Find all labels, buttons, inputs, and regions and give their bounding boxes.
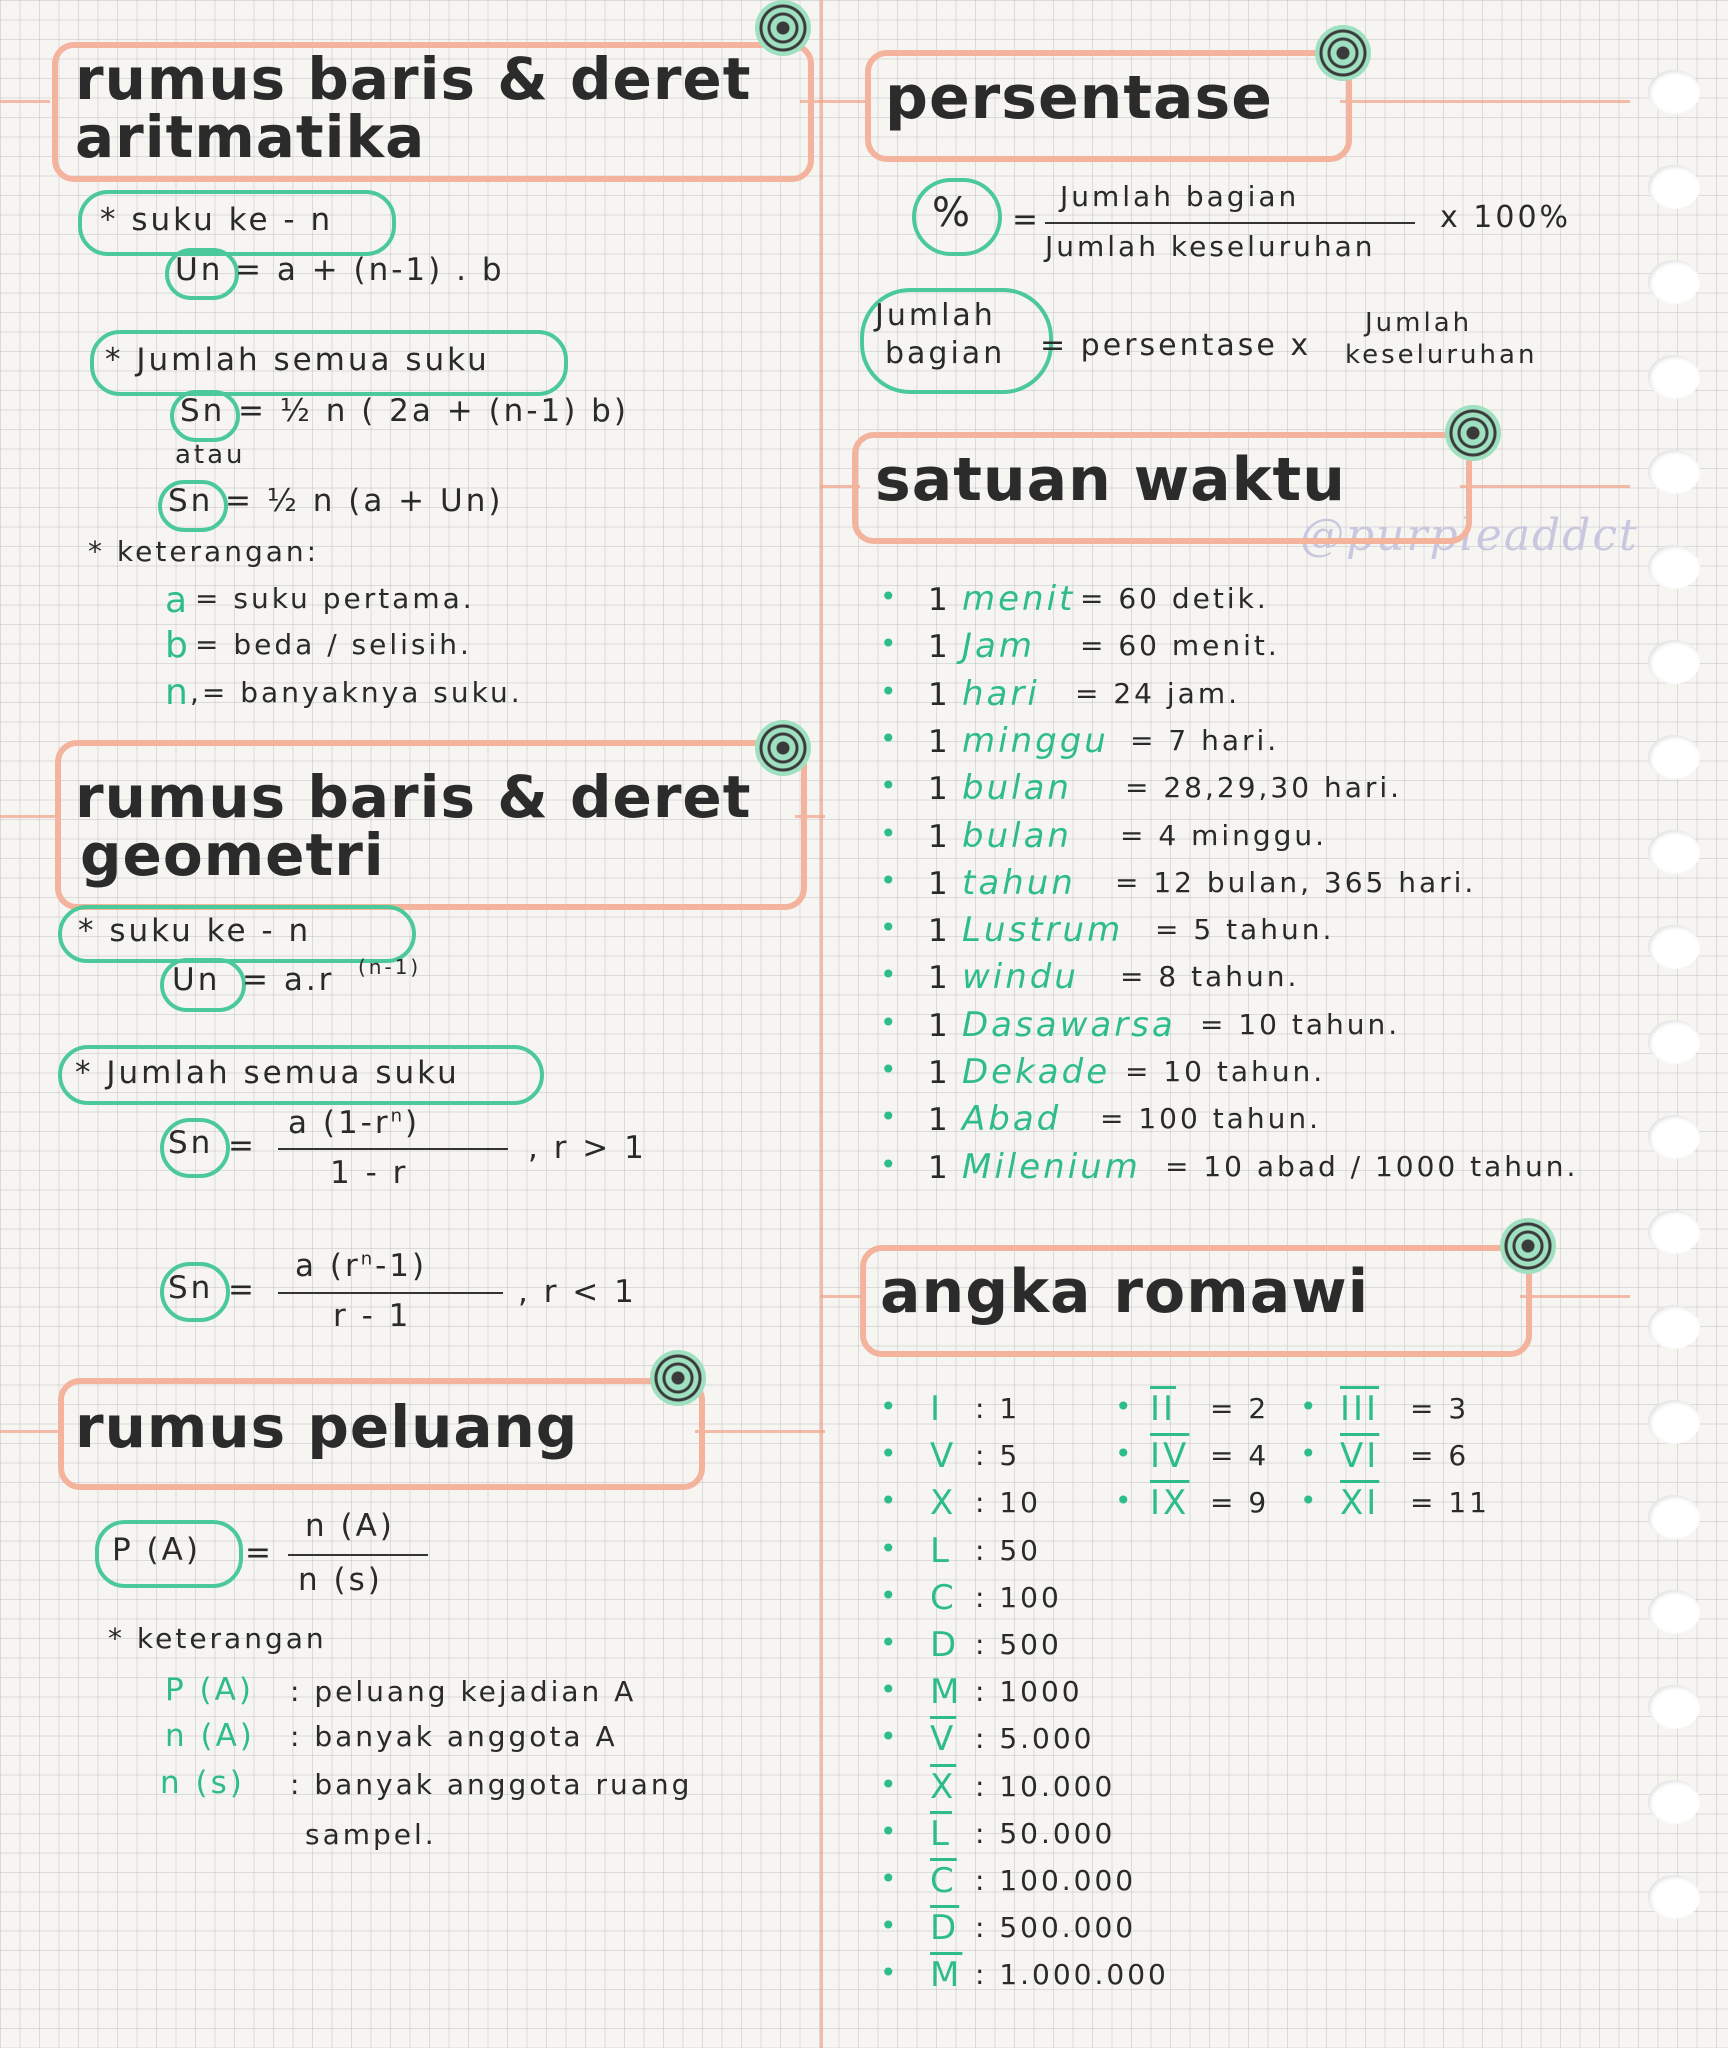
equals: = [228,1272,257,1308]
roman-value: : 50.000 [975,1816,1116,1850]
num-end: ) [405,1105,421,1141]
term: Sn [168,1270,214,1306]
unit-count: 1 [928,913,951,950]
term: Sn [168,483,214,519]
roman-symbol: $\overline{D}$ [930,1908,960,1949]
section-title: satuan waktu [875,445,1346,515]
term: Sn [180,393,226,429]
divider-h [1340,100,1630,103]
unit-count: 1 [928,818,951,855]
roman-symbol: V [930,1436,957,1477]
roman-value: = 11 [1410,1486,1490,1520]
roman-symbol: L [930,1530,952,1571]
bullet: • [880,1147,897,1181]
legend-symbol: b [165,625,191,666]
roman-symbol: $\overline{IX}$ [1150,1483,1190,1524]
bullet: • [880,911,897,945]
unit-value: = 5 tahun. [1155,913,1335,947]
legend-desc-cont: sampel. [305,1818,437,1851]
term: Un [175,252,224,288]
binder-hole [1648,450,1700,494]
roman-symbol: $\overline{L}$ [930,1813,952,1854]
bullet: • [880,580,897,613]
binder-hole [1648,355,1700,399]
roman-value: : 1 [975,1392,1021,1425]
bullet: • [880,1720,897,1754]
binder-hole [1648,1400,1700,1444]
rose-icon [1500,1218,1556,1274]
bullet: • [880,1053,897,1086]
unit-value: = 100 tahun. [1100,1102,1321,1136]
term: Jumlah [875,298,996,333]
fraction-bar [288,1554,428,1556]
unit-value: = 7 hari. [1130,723,1280,757]
unit-value: = 24 jam. [1075,676,1241,710]
legend-desc: = beda / selisih. [195,628,472,661]
roman-value: = 3 [1410,1392,1470,1425]
legend-symbol: a [165,580,191,621]
binder-hole [1648,70,1700,114]
unit-count: 1 [928,582,951,618]
bullet: • [880,1100,897,1134]
bullet: • [1115,1390,1132,1423]
bullet: • [880,1862,897,1895]
num-end: -1) [375,1248,428,1284]
unit-name: menit [962,579,1076,619]
bullet: • [880,1531,897,1565]
bullet: • [880,627,897,661]
unit-count: 1 [928,629,951,666]
legend-desc: : peluang kejadian A [290,1675,637,1708]
bullet: • [880,1437,897,1471]
unit-value: = 4 minggu. [1120,818,1328,852]
roman-value: : 10 [975,1486,1041,1520]
roman-symbol: C [930,1577,957,1618]
num-text: a (1-r [288,1105,391,1141]
bullet: • [880,1626,897,1659]
roman-value: : 50 [975,1533,1041,1567]
section-title: persentase [885,63,1273,133]
num-text: a (r [295,1248,361,1284]
roman-symbol: $\overline{C}$ [930,1861,957,1901]
bullet: • [1300,1390,1317,1423]
keterangan-label: * keterangan: [88,535,320,568]
binder-hole [1648,545,1700,589]
divider-h [1460,485,1630,488]
roman-value: : 100.000 [975,1864,1137,1897]
roman-symbol: M [930,1672,963,1713]
rose-icon [1315,25,1371,81]
divider-h [820,1295,860,1298]
section-title: geometri [80,821,385,889]
unit-count: 1 [928,960,951,997]
bullet: • [1300,1437,1317,1471]
bullet: • [880,721,897,755]
rose-icon [1445,405,1501,461]
bullet: • [880,958,897,992]
legend-symbol: P (A) [165,1672,254,1708]
num-exp: n [360,1248,376,1270]
unit-name: Milenium [962,1146,1141,1187]
roman-value: : 1.000.000 [975,1958,1169,1992]
unit-name: bulan [962,815,1072,856]
condition: , r > 1 [528,1130,647,1166]
equals: = [228,1128,257,1164]
condition: , r < 1 [518,1274,637,1310]
num-exp: n [390,1105,406,1127]
legend-symbol: n (A) [165,1718,255,1754]
unit-name: Lustrum [962,910,1124,951]
formula: = ½ n (a + Un) [225,483,504,519]
divider-h [0,815,60,818]
bullet: • [880,863,897,897]
term: bagian [885,336,1006,371]
roman-value: : 100 [975,1580,1062,1614]
rose-icon [755,720,811,776]
exponent: (n-1) [358,955,422,979]
binder-hole [1648,640,1700,684]
unit-name: minggu [962,720,1109,761]
binder-hole [1648,925,1700,969]
watermark: @purpleaddct [1300,510,1639,561]
fraction-denominator: Jumlah keseluruhan [1045,230,1376,263]
binder-hole [1648,1305,1700,1349]
page-divider [820,0,823,2048]
formula: = a.r [242,962,335,998]
unit-name: tahun [962,862,1076,903]
roman-value: : 1000 [975,1675,1083,1709]
bullet: • [880,1767,897,1801]
percent-symbol: % [932,190,974,236]
binder-hole [1648,165,1700,209]
unit-count: 1 [928,865,951,902]
roman-symbol: D [930,1625,960,1665]
roman-value: : 5.000 [975,1722,1095,1756]
bullet: • [1300,1484,1317,1518]
roman-value: = 2 [1210,1392,1270,1425]
legend-desc: : banyak anggota A [290,1720,618,1753]
roman-value: = 4 [1210,1439,1270,1473]
bullet: • [880,1484,897,1518]
binder-hole [1648,1590,1700,1634]
roman-value: = 9 [1210,1486,1270,1520]
unit-count: 1 [928,1055,951,1091]
unit-name: bulan [962,768,1072,809]
unit-value: = 10 tahun. [1125,1055,1326,1088]
roman-value: : 10.000 [975,1769,1116,1803]
roman-symbol: $\overline{IV}$ [1150,1436,1190,1477]
roman-value: : 500.000 [975,1911,1137,1945]
fraction-bar [278,1148,508,1150]
unit-value: = 60 detik. [1080,582,1269,615]
unit-value: = 60 menit. [1080,629,1280,663]
roman-symbol: $\overline{II}$ [1150,1389,1177,1429]
bullet: • [880,1814,897,1848]
section-title: angka romawi [880,1257,1370,1327]
equals: = [1012,202,1041,238]
roman-value: : 5 [975,1439,1021,1473]
fraction-bar [1045,222,1415,224]
bullet: • [880,816,897,850]
roman-symbol: X [930,1483,957,1524]
unit-value: = 10 tahun. [1200,1007,1401,1041]
binder-hole [1648,1875,1700,1919]
binder-hole [1648,1495,1700,1539]
divider-h [0,1430,60,1433]
roman-value: : 500 [975,1628,1062,1661]
bullet: • [1115,1437,1132,1471]
formula: = a + (n-1) . b [235,252,505,288]
rose-icon [650,1350,706,1406]
fraction-denominator: 1 - r [330,1155,409,1191]
multiplier: x 100% [1440,200,1572,235]
legend-symbol: n (s) [160,1765,245,1801]
fraction-numerator [295,1248,427,1284]
bullet: • [880,769,897,803]
section-title: aritmatika [75,103,426,171]
fraction-numerator [288,1105,420,1141]
legend-desc: ,= banyaknya suku. [190,676,523,709]
bullet: • [1115,1484,1132,1518]
roman-symbol: $\overline{XI}$ [1340,1483,1380,1524]
formula-top: Jumlah [1365,308,1473,338]
unit-count: 1 [928,771,951,808]
divider-h [695,1430,825,1433]
subheading: * suku ke - n [100,202,334,238]
unit-name: Dasawarsa [962,1004,1176,1045]
roman-symbol: $\overline{M}$ [930,1955,963,1996]
equals: = [245,1535,274,1571]
roman-symbol: $\overline{III}$ [1340,1389,1380,1429]
bullet: • [880,674,897,708]
legend-symbol: n [165,672,191,713]
binder-hole [1648,830,1700,874]
roman-symbol: $\overline{V}$ [930,1719,957,1760]
legend-desc: = suku pertama. [195,582,475,615]
term: P (A) [112,1532,201,1568]
unit-name: Dekade [962,1052,1111,1092]
binder-hole [1648,1210,1700,1254]
binder-hole [1648,1115,1700,1159]
formula: = ½ n ( 2a + (n-1) b) [238,393,629,429]
text: atau [175,440,246,470]
unit-value: = 10 abad / 1000 tahun. [1165,1149,1579,1183]
unit-count: 1 [928,1102,951,1139]
fraction-numerator: Jumlah bagian [1060,180,1300,213]
unit-count: 1 [928,1149,951,1186]
subheading: * Jumlah semua suku [105,342,490,378]
unit-value: = 8 tahun. [1120,960,1300,994]
fraction-denominator: r - 1 [333,1298,412,1334]
binder-hole [1648,1020,1700,1064]
unit-name: hari [962,673,1040,714]
roman-symbol: I [930,1389,944,1429]
roman-symbol: $\overline{X}$ [930,1766,957,1807]
binder-hole [1648,1685,1700,1729]
divider-h [0,100,50,103]
formula-bottom: keseluruhan [1345,340,1538,370]
unit-name: Jam [962,626,1035,667]
unit-name: Abad [962,1099,1062,1140]
fraction-bar [278,1292,503,1294]
unit-value: = 28,29,30 hari. [1125,771,1403,805]
bullet: • [880,1909,897,1943]
keterangan-label: * keterangan [108,1622,327,1655]
binder-hole [1648,1780,1700,1824]
term: Un [172,962,221,998]
fraction-denominator: n (s) [298,1562,383,1598]
roman-value: = 6 [1410,1439,1470,1473]
legend-desc: : banyak anggota ruang [290,1768,693,1801]
binder-hole [1648,260,1700,304]
binder-hole [1648,735,1700,779]
unit-value: = 12 bulan, 365 hari. [1115,865,1477,899]
section-title: rumus baris & deret [75,45,752,113]
subheading: * Jumlah semua suku [75,1055,460,1091]
unit-count: 1 [928,723,951,760]
divider-h [1520,1295,1630,1298]
bullet: • [880,1956,897,1990]
bullet: • [880,1005,897,1039]
unit-count: 1 [928,676,951,713]
unit-count: 1 [928,1007,951,1044]
bullet: • [880,1390,897,1423]
subheading: * suku ke - n [78,913,312,949]
bullet: • [880,1578,897,1612]
roman-symbol: $\overline{VI}$ [1340,1436,1380,1477]
section-title: rumus baris & deret [75,763,752,831]
term: Sn [168,1125,214,1161]
rose-icon [755,0,811,56]
formula: = persentase x [1040,328,1312,363]
section-title: rumus peluang [75,1393,579,1461]
unit-name: windu [962,957,1079,998]
fraction-numerator: n (A) [305,1508,395,1544]
bullet: • [880,1673,897,1707]
